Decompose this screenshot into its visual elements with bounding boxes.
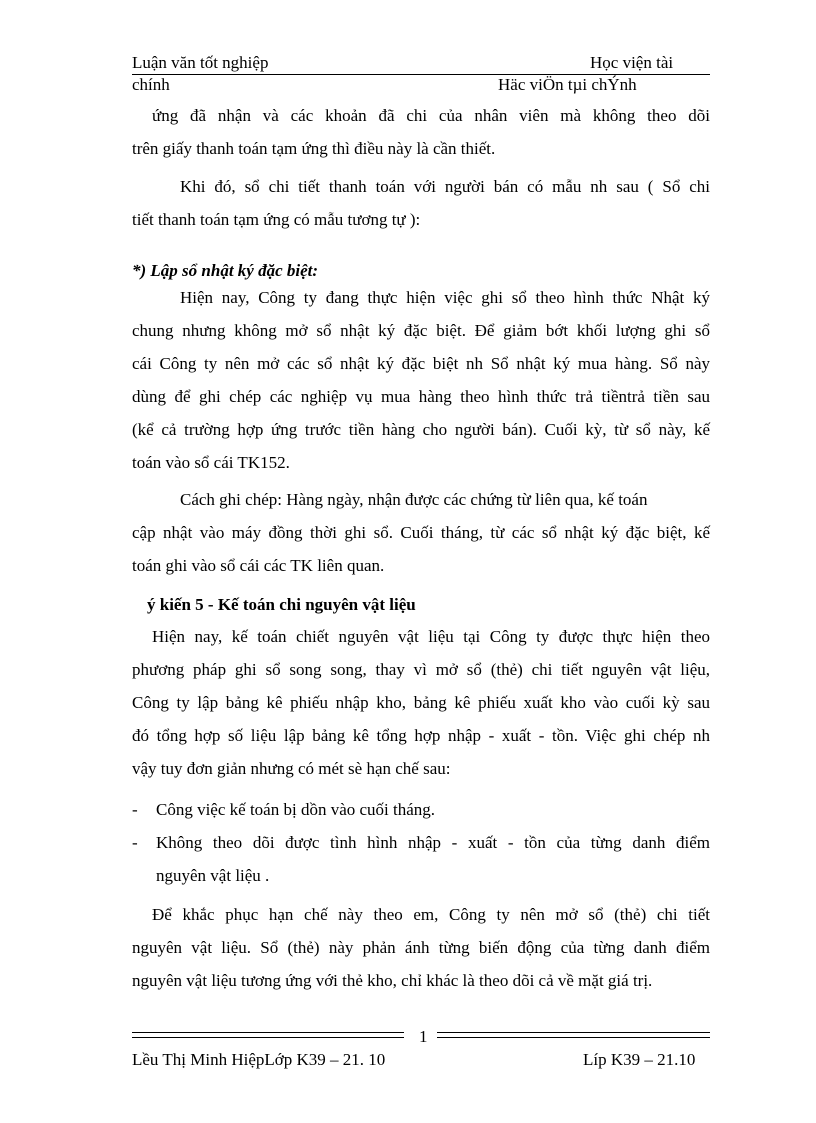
footer-rule-left xyxy=(132,1032,404,1033)
bullet-dash: - xyxy=(132,833,138,852)
text-line: Cách ghi chép: Hàng ngày, nhận được các chứng từ liên qua, kế toán xyxy=(180,490,648,509)
text-line: cái Công ty nên mở các sổ nhật ký đặc biệt nh Sổ nhật ký mua hàng. Sổ này xyxy=(132,354,710,373)
section-heading-opinion-5: ý kiến 5 - Kế toán chi nguyên vật liệu xyxy=(147,595,416,614)
section-heading-special-journal: *) Lập sổ nhật ký đặc biệt: xyxy=(132,261,319,280)
footer-left: Lều Thị Minh HiệpLớp K39 – 21. 10 xyxy=(132,1050,386,1069)
paragraph-2 xyxy=(132,170,710,236)
paragraph-5 xyxy=(132,620,710,785)
bullet-dash: - xyxy=(132,800,138,819)
text-line: Công ty lập bảng kê phiếu nhập kho, bảng kê phiếu xuất kho vào cuối kỳ sau xyxy=(132,693,710,712)
paragraph-1 xyxy=(132,99,710,165)
footer-right: Líp K39 – 21.10 xyxy=(583,1050,696,1069)
list-item xyxy=(132,826,710,892)
header-left-top: Luận văn tốt nghiệp xyxy=(132,53,269,72)
text-line: nguyên vật liệu . xyxy=(156,866,270,885)
text-line: ứng đã nhận và các khoản đã chi của nhân viên mà không theo dõi xyxy=(152,106,710,125)
text-line: tiết thanh toán tạm ứng có mẫu tương tự ): xyxy=(132,210,421,229)
header-right-top: Học viện tài xyxy=(590,53,674,72)
footer-rule-left-2 xyxy=(132,1037,404,1038)
footer-rule-right xyxy=(437,1032,710,1033)
text-line: Công việc kế toán bị dồn vào cuối tháng. xyxy=(156,800,436,819)
text-line: cập nhật vào máy đồng thời ghi sổ. Cuối tháng, từ các sổ nhật ký đặc biệt, kế xyxy=(132,523,710,542)
text-line: Hiện nay, kế toán chiết nguyên vật liệu tại Công ty được thực hiện theo xyxy=(152,627,710,646)
text-line: (kể cả trường hợp ứng trước tiền hàng cho người bán). Cuối kỳ, từ sổ này, kế xyxy=(132,420,710,439)
header-right-bottom: Häc viÖn tµi chÝnh xyxy=(498,75,637,94)
text-line: vậy tuy đơn giản nhưng có mét sè hạn chế sau: xyxy=(132,759,451,778)
paragraph-4 xyxy=(132,483,710,582)
list-item xyxy=(132,793,710,826)
text-line: trên giấy thanh toán tạm ứng thì điều này là cần thiết. xyxy=(132,139,496,158)
text-line: dùng để ghi chép các nghiệp vụ mua hàng theo hình thức trả tiềntrả tiền sau xyxy=(132,387,710,406)
text-line: toán ghi vào sổ cái các TK liên quan. xyxy=(132,556,385,575)
text-line: Để khắc phục hạn chế này theo em, Công ty nên mở sổ (thẻ) chi tiết xyxy=(152,905,710,924)
text-line: Không theo dõi được tình hình nhập - xuất - tồn của từng danh điểm xyxy=(156,833,710,852)
header-left-bottom: chính xyxy=(132,75,170,94)
text-line: phương pháp ghi sổ song song, thay vì mở sổ (thẻ) chi tiết nguyên vật liệu, xyxy=(132,660,710,679)
page-number: 1 xyxy=(419,1027,428,1046)
text-line: nguyên vật liệu tương ứng với thẻ kho, chỉ khác là theo dõi cả về mặt giá trị. xyxy=(132,971,653,990)
text-line: Hiện nay, Công ty đang thực hiện việc ghi sổ theo hình thức Nhật ký xyxy=(180,288,710,307)
text-line: nguyên vật liệu. Sổ (thẻ) này phản ánh từng biến động của từng danh điểm xyxy=(132,938,710,957)
footer-rule-right-2 xyxy=(437,1037,710,1038)
text-line: toán vào sổ cái TK152. xyxy=(132,453,290,472)
text-line: Khi đó, sổ chi tiết thanh toán với người bán có mẫu nh sau ( Sổ chi xyxy=(180,177,710,196)
text-line: chung nhưng không mở sổ nhật ký đặc biệt. Để giảm bớt khối lượng ghi sổ xyxy=(132,321,710,340)
paragraph-6 xyxy=(132,898,710,997)
paragraph-3 xyxy=(132,281,710,479)
text-line: đó tổng hợp số liệu lập bảng kê tổng hợp nhập - xuất - tồn. Việc ghi chép nh xyxy=(132,726,710,745)
